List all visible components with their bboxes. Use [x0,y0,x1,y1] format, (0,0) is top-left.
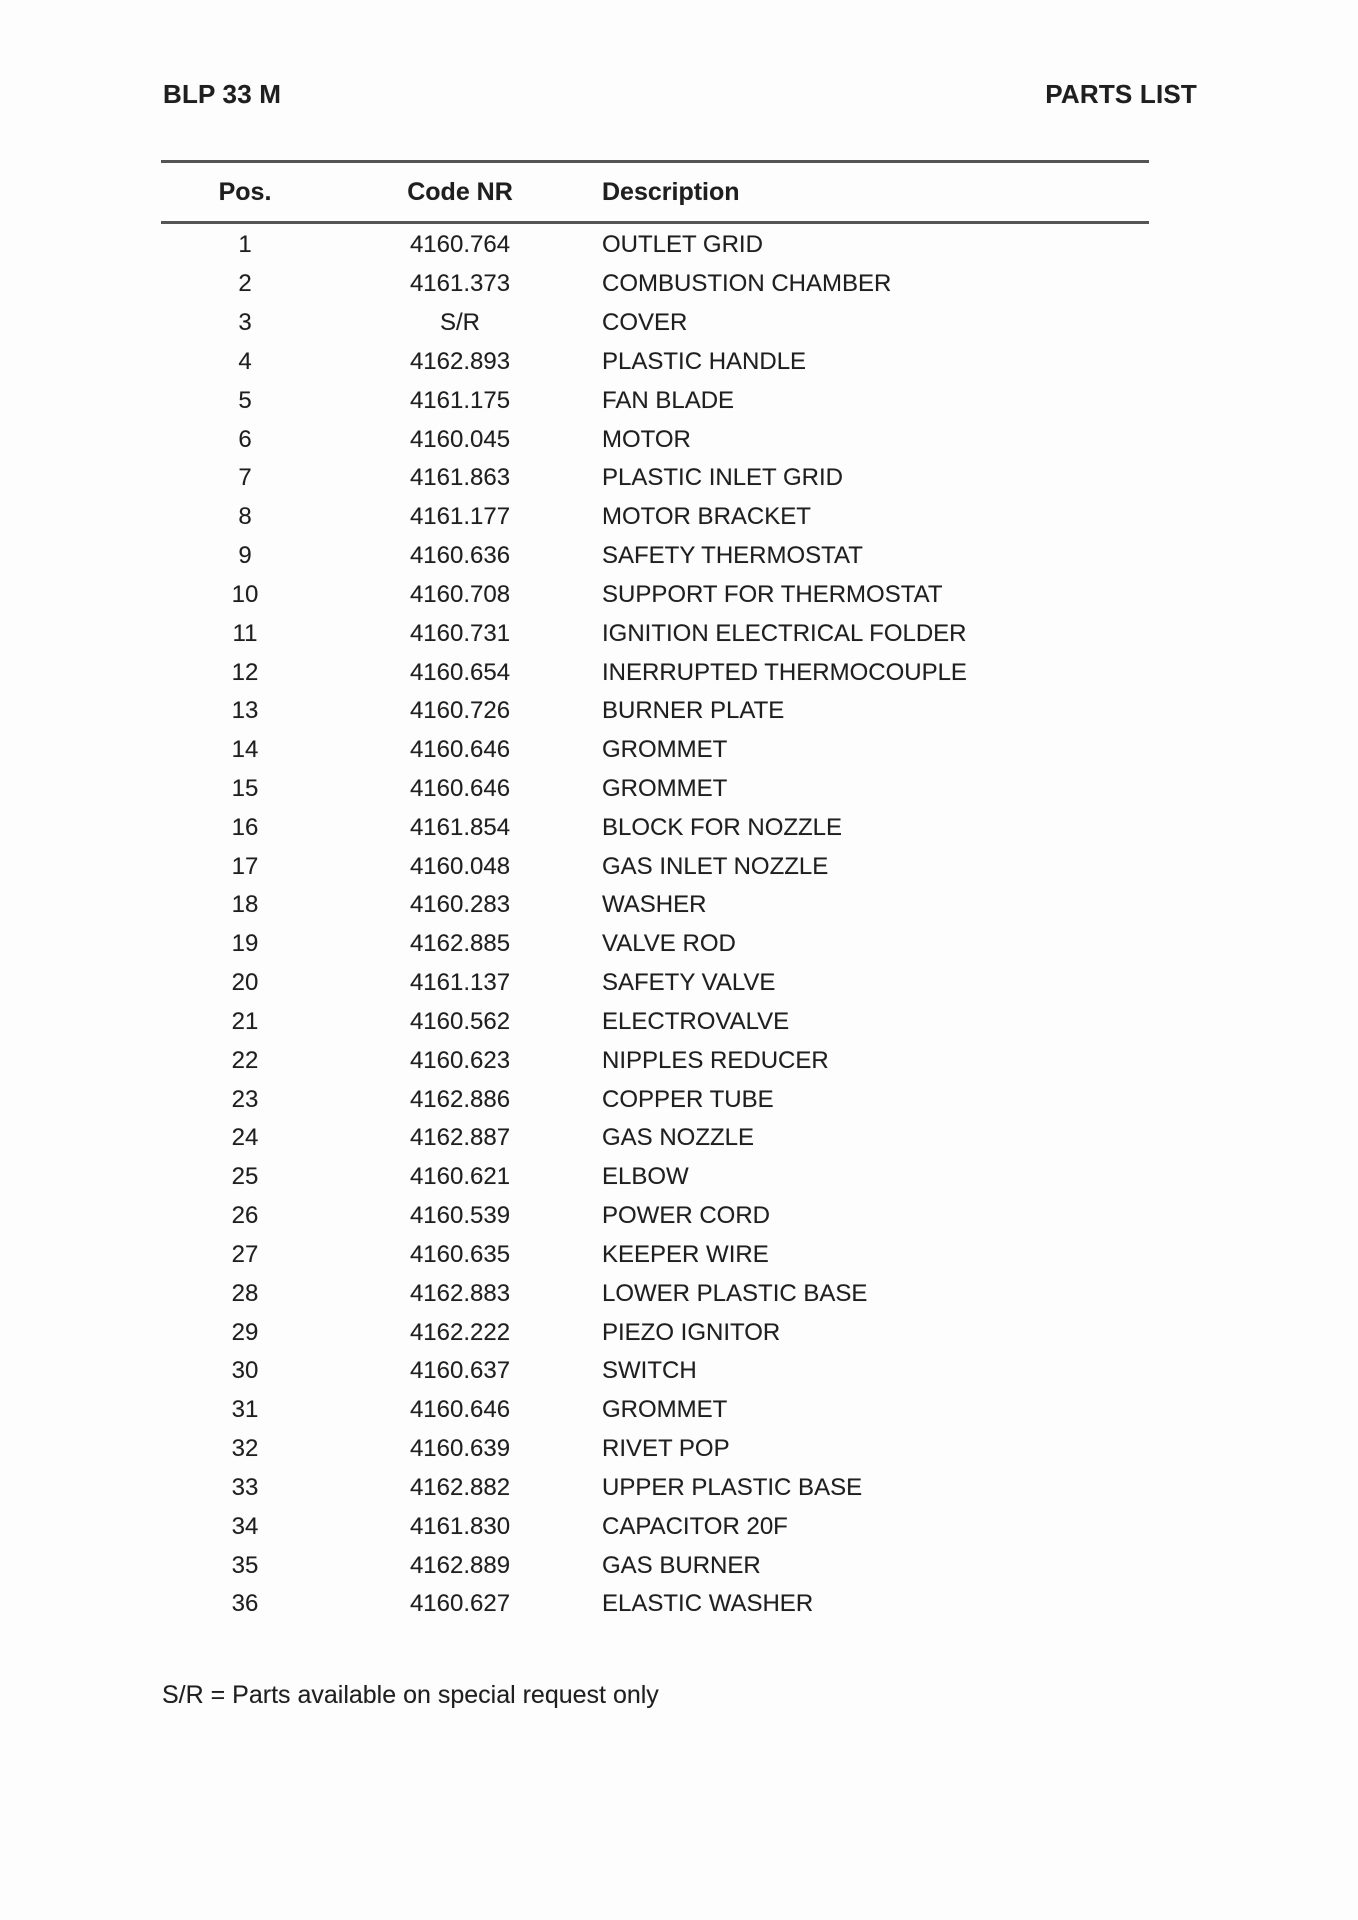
row-code-cell: 4160.646 [409,775,511,802]
row-description-cell: RIVET POP [602,1435,730,1463]
row-description-cell: GAS NOZZLE [602,1124,755,1152]
row-pos-cell: 1 [238,231,252,259]
row-description-cell: MOTOR BRACKET [602,503,811,531]
column-header-description: Description [602,177,740,206]
row-description-cell: COMBUSTION CHAMBER [602,270,892,298]
row-description-cell: CAPACITOR 20F [602,1512,788,1540]
row-code-cell: 4160.764 [409,231,511,259]
row-pos-cell: 17 [231,852,259,880]
row-code-cell: 4160.621 [409,1163,511,1191]
row-description-cell: SAFETY VALVE [602,969,776,997]
row-description-cell: UPPER PLASTIC BASE [602,1473,863,1501]
row-description-cell: GAS INLET NOZZLE [602,852,829,880]
row-code-cell: 4160.635 [409,1240,511,1268]
column-header-code: Code NR [407,177,513,206]
row-code-cell: 4160.646 [409,1396,511,1424]
model-title: BLP 33 M [163,79,282,109]
row-pos-cell: 3 [238,309,252,337]
table-row [162,808,1149,847]
row-code-cell: 4160.731 [409,619,511,647]
table-header-row [162,163,1149,221]
row-pos-cell: 24 [231,1124,259,1152]
row-code-cell: 4160.646 [409,736,511,764]
row-pos-cell: 14 [231,736,259,764]
table-row [162,653,1149,692]
table-row [162,420,1149,459]
row-description-cell: PLASTIC HANDLE [602,347,807,375]
row-code-cell: 4162.885 [409,930,511,958]
row-description-cell: VALVE ROD [602,930,736,958]
row-code-cell: 4160.048 [409,852,511,880]
row-pos-cell: 36 [231,1590,259,1618]
table-row [162,1197,1149,1236]
row-description-cell: ELBOW [602,1163,689,1191]
row-pos-cell: 13 [231,697,259,725]
row-code-cell: 4160.283 [409,891,511,919]
row-pos-cell: 15 [231,775,259,802]
row-description-cell: COVER [602,309,688,337]
row-code-cell: 4160.726 [409,697,511,725]
row-description-cell: GROMMET [602,736,728,764]
row-code-cell: 4162.886 [409,1085,511,1113]
table-body [162,226,1149,1624]
row-code-cell: 4160.539 [409,1202,511,1230]
table-row [162,886,1149,925]
row-description-cell: GROMMET [602,775,728,802]
table-row [162,1080,1149,1119]
row-description-cell: KEEPER WIRE [602,1240,769,1268]
table-row [162,1585,1149,1624]
row-code-cell: 4160.627 [409,1590,511,1618]
row-pos-cell: 11 [232,619,258,647]
row-description-cell: ELECTROVALVE [602,1007,790,1035]
table-row [162,1507,1149,1546]
row-pos-cell: 4 [238,347,252,375]
row-pos-cell: 34 [231,1512,259,1540]
row-pos-cell: 29 [231,1318,259,1346]
row-code-cell: 4161.373 [409,270,511,298]
row-pos-cell: 25 [231,1163,259,1191]
table-row [162,265,1149,304]
table-row [162,1313,1149,1352]
row-description-cell: GROMMET [602,1396,728,1424]
table-row [162,731,1149,770]
row-pos-cell: 32 [231,1435,259,1463]
row-pos-cell: 33 [231,1473,259,1501]
row-description-cell: COPPER TUBE [602,1085,774,1113]
row-description-cell: MOTOR [602,425,691,453]
table-row [162,304,1149,343]
row-code-cell: 4160.562 [409,1007,511,1035]
row-code-cell: 4160.639 [409,1435,511,1463]
page-title: PARTS LIST [1045,79,1197,109]
table-row [162,1041,1149,1080]
row-pos-cell: 22 [231,1046,259,1074]
row-pos-cell: 28 [231,1279,259,1307]
table-row [162,1119,1149,1158]
row-pos-cell: 8 [238,503,252,531]
row-description-cell: NIPPLES REDUCER [602,1046,829,1074]
table-row [162,1003,1149,1042]
table-row [162,381,1149,420]
row-code-cell: 4161.854 [409,813,511,841]
table-row [162,342,1149,381]
row-code-cell: 4160.708 [409,580,511,608]
row-code-cell: 4160.623 [409,1046,511,1074]
row-code-cell: 4161.830 [409,1512,511,1540]
row-description-cell: INERRUPTED THERMOCOUPLE [602,658,967,686]
table-row [162,770,1149,809]
table-row [162,1430,1149,1469]
row-pos-cell: 35 [231,1551,259,1579]
row-pos-cell: 19 [231,930,259,958]
row-code-cell: 4161.175 [409,386,511,414]
row-pos-cell: 5 [238,386,252,414]
row-description-cell: PIEZO IGNITOR [602,1318,781,1346]
table-row [162,1274,1149,1313]
page-header [163,80,1197,108]
row-pos-cell: 21 [231,1007,259,1035]
row-code-cell: 4162.889 [409,1551,511,1579]
row-code-cell: 4162.887 [409,1124,511,1152]
row-description-cell: PLASTIC INLET GRID [602,464,843,492]
row-pos-cell: 16 [231,813,259,841]
table-row [162,847,1149,886]
row-description-cell: BLOCK FOR NOZZLE [602,813,843,841]
row-code-cell: 4161.863 [409,464,511,492]
row-pos-cell: 2 [238,270,252,298]
row-code-cell: 4160.637 [409,1357,511,1385]
row-code-cell: S/R [439,309,480,337]
row-pos-cell: 10 [231,580,259,608]
row-description-cell: GAS BURNER [602,1551,761,1579]
row-code-cell: 4160.045 [409,425,511,453]
row-description-cell: WASHER [602,891,707,919]
row-pos-cell: 6 [238,425,252,453]
row-description-cell: SUPPORT FOR THERMOSTAT [602,580,943,608]
row-code-cell: 4162.893 [409,347,511,375]
row-pos-cell: 23 [231,1085,259,1113]
table-header-rule [161,221,1149,224]
table-row [162,498,1149,537]
table-row [162,1158,1149,1197]
table-row [162,537,1149,576]
table-row [162,964,1149,1003]
row-description-cell: ELASTIC WASHER [602,1590,814,1618]
row-pos-cell: 31 [231,1396,259,1424]
row-description-cell: LOWER PLASTIC BASE [602,1279,868,1307]
row-description-cell: POWER CORD [602,1202,770,1230]
row-code-cell: 4162.883 [409,1279,511,1307]
row-pos-cell: 27 [231,1240,259,1268]
table-row [162,575,1149,614]
footnote: S/R = Parts available on special request only [162,1681,659,1709]
row-code-cell: 4160.654 [409,658,511,686]
table-row [162,1469,1149,1508]
table-row [162,692,1149,731]
row-description-cell: FAN BLADE [602,386,735,414]
row-pos-cell: 12 [231,658,259,686]
row-code-cell: 4161.137 [409,969,511,997]
row-code-cell: 4160.636 [409,542,511,570]
row-pos-cell: 26 [231,1202,259,1230]
row-description-cell: BURNER PLATE [602,697,785,725]
table-row [162,925,1149,964]
row-code-cell: 4161.177 [409,503,511,531]
column-header-pos: Pos. [218,177,272,206]
row-pos-cell: 20 [231,969,259,997]
table-row [162,1546,1149,1585]
table-row [162,459,1149,498]
row-code-cell: 4162.882 [409,1473,511,1501]
table-row [162,1352,1149,1391]
row-description-cell: OUTLET GRID [602,231,763,259]
table-row [162,1391,1149,1430]
row-description-cell: IGNITION ELECTRICAL FOLDER [602,619,967,647]
row-description-cell: SAFETY THERMOSTAT [602,542,863,570]
row-pos-cell: 30 [231,1357,259,1385]
row-code-cell: 4162.222 [409,1318,511,1346]
table-row [162,1236,1149,1275]
row-description-cell: SWITCH [602,1357,697,1385]
table-row [162,614,1149,653]
row-pos-cell: 9 [238,542,252,570]
table-row [162,226,1149,265]
row-pos-cell: 7 [238,464,252,492]
row-pos-cell: 18 [231,891,259,919]
